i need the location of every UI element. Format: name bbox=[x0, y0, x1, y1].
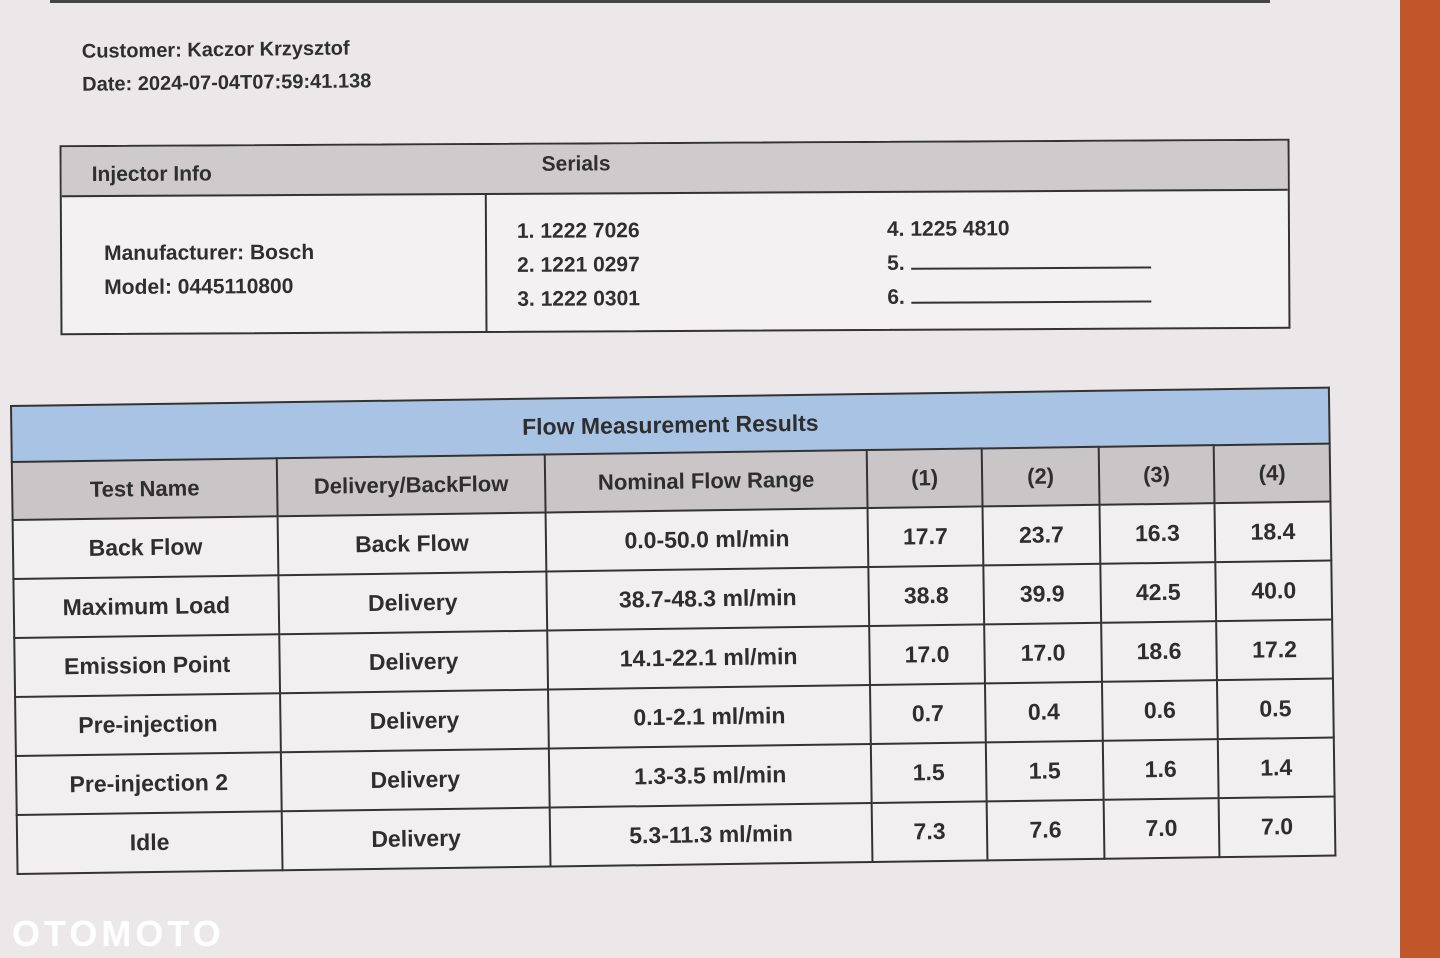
injector-info-body bbox=[62, 191, 1289, 335]
table-cell: 0.4 bbox=[985, 682, 1103, 743]
table-cell: Delivery bbox=[280, 690, 549, 753]
table-cell: 23.7 bbox=[983, 505, 1101, 566]
manufacturer-text: Manufacturer: Bosch bbox=[104, 240, 315, 265]
serial-item: 2. 1221 0297 bbox=[517, 253, 640, 277]
table-cell: 18.6 bbox=[1101, 621, 1217, 682]
blank-line bbox=[911, 281, 1151, 304]
table-cell: Pre-injection 2 bbox=[16, 752, 282, 815]
serials-column-left bbox=[517, 214, 640, 317]
serials-heading: Serials bbox=[541, 152, 611, 176]
date-line: Date: 2024-07-04T07:59:41.138 bbox=[82, 70, 372, 96]
table-cell: 14.1-22.1 ml/min bbox=[547, 626, 870, 689]
table-cell: 38.7-48.3 ml/min bbox=[546, 567, 869, 630]
customer-line: Customer: Kaczor Krzysztof bbox=[81, 37, 350, 63]
flow-results-section bbox=[10, 387, 1334, 875]
model-text: Model: 0445110800 bbox=[104, 274, 294, 299]
serial-number: 6. bbox=[887, 285, 905, 309]
table-cell: 16.3 bbox=[1099, 503, 1215, 564]
injector-info-heading: Injector Info bbox=[91, 162, 212, 187]
top-rule bbox=[50, 0, 1270, 3]
table-cell: Back Flow bbox=[13, 516, 279, 579]
table-cell: 7.0 bbox=[1219, 797, 1336, 858]
table-cell: 0.1-2.1 ml/min bbox=[548, 685, 871, 748]
blank-line bbox=[911, 247, 1151, 270]
table-cell: 0.7 bbox=[870, 683, 986, 744]
table-cell: Pre-injection bbox=[15, 693, 281, 756]
column-header: (1) bbox=[867, 448, 983, 508]
table-cell: 1.6 bbox=[1103, 739, 1219, 800]
table-cell: 42.5 bbox=[1100, 562, 1216, 623]
table-cell: 39.9 bbox=[983, 564, 1101, 625]
flow-table-title: Flow Measurement Results bbox=[11, 388, 1330, 462]
manufacturer-block bbox=[104, 236, 314, 305]
otomoto-watermark: OTOMOTO bbox=[12, 913, 225, 954]
serial-item-blank bbox=[887, 246, 1151, 281]
table-cell: Delivery bbox=[281, 749, 550, 812]
table-cell: 0.0-50.0 ml/min bbox=[546, 508, 869, 571]
table-cell: 0.5 bbox=[1217, 679, 1334, 740]
table-cell: Delivery bbox=[278, 572, 547, 635]
serials-column-right bbox=[887, 212, 1151, 315]
serial-item: 4. 1225 4810 bbox=[886, 217, 1010, 241]
table-cell: 1.3-3.5 ml/min bbox=[549, 744, 872, 807]
table-cell: 1.5 bbox=[986, 741, 1104, 802]
serial-item: 1. 1222 7026 bbox=[516, 219, 640, 243]
table-cell: Maximum Load bbox=[13, 575, 279, 638]
table-cell: 17.2 bbox=[1216, 620, 1333, 681]
injector-info-header bbox=[62, 141, 1288, 197]
customer-meta bbox=[82, 32, 372, 102]
column-header: Test Name bbox=[12, 458, 278, 520]
column-header: (2) bbox=[982, 447, 1100, 507]
injector-info-box bbox=[60, 139, 1291, 335]
info-divider bbox=[485, 195, 488, 333]
serial-number: 5. bbox=[887, 251, 905, 275]
column-header: Delivery/BackFlow bbox=[277, 455, 546, 517]
serial-item-blank bbox=[887, 280, 1151, 315]
table-cell: Emission Point bbox=[14, 634, 280, 697]
table-cell: 0.6 bbox=[1102, 680, 1218, 741]
table-cell: Idle bbox=[17, 811, 283, 874]
column-header: (3) bbox=[1099, 445, 1215, 505]
table-cell: Delivery bbox=[282, 808, 551, 871]
column-header: Nominal Flow Range bbox=[545, 450, 868, 512]
serial-item: 3. 1222 0301 bbox=[517, 287, 641, 311]
table-cell: 1.4 bbox=[1218, 738, 1335, 799]
table-cell: 7.0 bbox=[1104, 798, 1220, 859]
flow-results-table bbox=[10, 387, 1337, 875]
table-cell: 7.6 bbox=[987, 800, 1105, 861]
table-cell: 17.7 bbox=[868, 506, 984, 567]
table-cell: 17.0 bbox=[869, 624, 985, 685]
table-cell: 17.0 bbox=[984, 623, 1102, 684]
table-cell: 7.3 bbox=[872, 801, 988, 862]
table-cell: 1.5 bbox=[871, 742, 987, 803]
table-cell: 18.4 bbox=[1214, 502, 1331, 563]
column-header: (4) bbox=[1214, 444, 1331, 504]
table-cell: 5.3-11.3 ml/min bbox=[550, 803, 873, 866]
table-cell: 38.8 bbox=[868, 565, 984, 626]
table-cell: 40.0 bbox=[1215, 561, 1332, 622]
table-cell: Back Flow bbox=[278, 513, 547, 576]
table-cell: Delivery bbox=[279, 631, 548, 694]
